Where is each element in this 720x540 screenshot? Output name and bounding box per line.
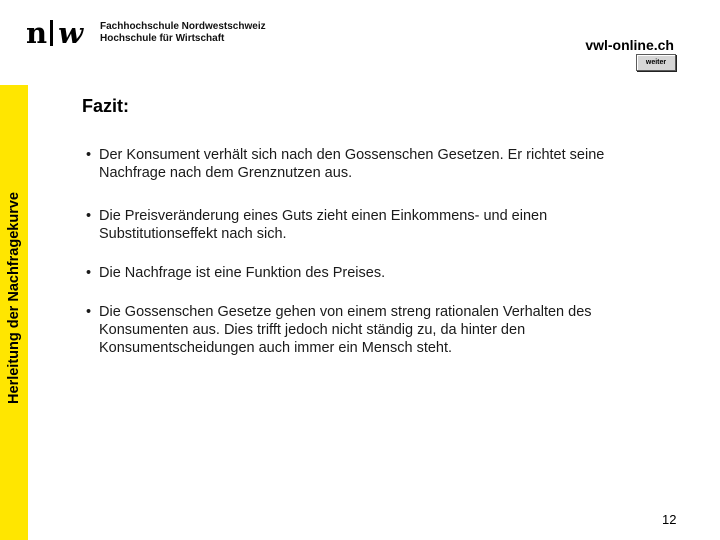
bullet-text: Die Nachfrage ist eine Funktion des Preises.: [99, 265, 386, 281]
logo-mark-n: n: [26, 16, 47, 50]
site-name: vwl-online.ch: [585, 37, 674, 53]
logo-line-1: Fachhochschule Nordwestschweiz: [100, 21, 266, 32]
bullet-text: Der Konsument verhält sich nach den Gossenschen Gesetzen. Er richtet seine Nachfrage nach dem Grenznutzen aus.: [99, 147, 605, 181]
bullet-item: [86, 207, 624, 243]
sidebar-title: Herleitung der Nachfragekurve: [6, 192, 22, 404]
logo-mark: [26, 18, 82, 48]
bullet-dot: •: [86, 147, 92, 163]
logo-divider: [50, 20, 53, 46]
bullet-text: Die Preisveränderung eines Guts zieht einen Einkommens- und einen Substitutionseffekt nach sich.: [99, 208, 548, 242]
bullet-item: [86, 146, 624, 182]
logo-mark-w: w: [58, 16, 83, 50]
logo-line-2: Hochschule für Wirtschaft: [100, 33, 225, 44]
logo-text: [100, 21, 266, 45]
bullet-dot: •: [86, 265, 92, 281]
weiter-button[interactable]: weiter: [636, 54, 676, 71]
bullet-item: [86, 303, 624, 357]
page-number: 12: [662, 512, 677, 527]
slide-title: Fazit:: [82, 96, 129, 116]
bullet-item: [86, 264, 624, 282]
bullet-dot: •: [86, 208, 92, 224]
bullet-dot: •: [86, 304, 92, 320]
bullet-text: Die Gossenschen Gesetze gehen von einem streng rationalen Verhalten des Konsumenten aus. Dies trifft jedoch nicht ständig zu, da hinter den Konsumentscheidungen auch immer ein Mensch steht.: [99, 304, 592, 356]
